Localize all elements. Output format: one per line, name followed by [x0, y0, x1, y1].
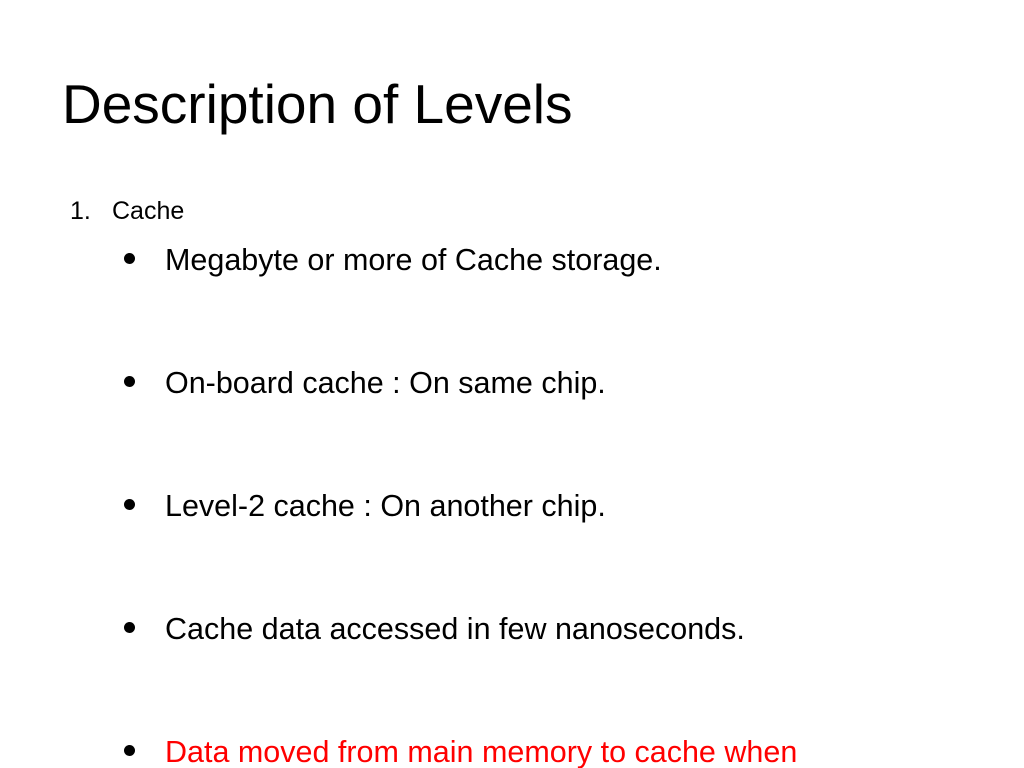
- bullet-icon: [124, 745, 135, 756]
- bullet-text: Megabyte or more of Cache storage.: [165, 243, 662, 277]
- bullet-icon: [124, 499, 135, 510]
- bullet-text: Cache data accessed in few nanoseconds.: [165, 612, 745, 646]
- bullet-icon: [124, 253, 135, 264]
- section-number: 1.: [70, 197, 91, 225]
- bullet-text: Data moved from main memory to cache when: [165, 735, 798, 768]
- slide-title: Description of Levels: [62, 73, 573, 135]
- bullet-icon: [124, 376, 135, 387]
- section-label: Cache: [112, 197, 185, 225]
- bullet-text: On-board cache : On same chip.: [165, 366, 606, 400]
- bullet-text: Level-2 cache : On another chip.: [165, 489, 606, 523]
- section-heading: [70, 196, 184, 226]
- bullet-icon: [124, 622, 135, 633]
